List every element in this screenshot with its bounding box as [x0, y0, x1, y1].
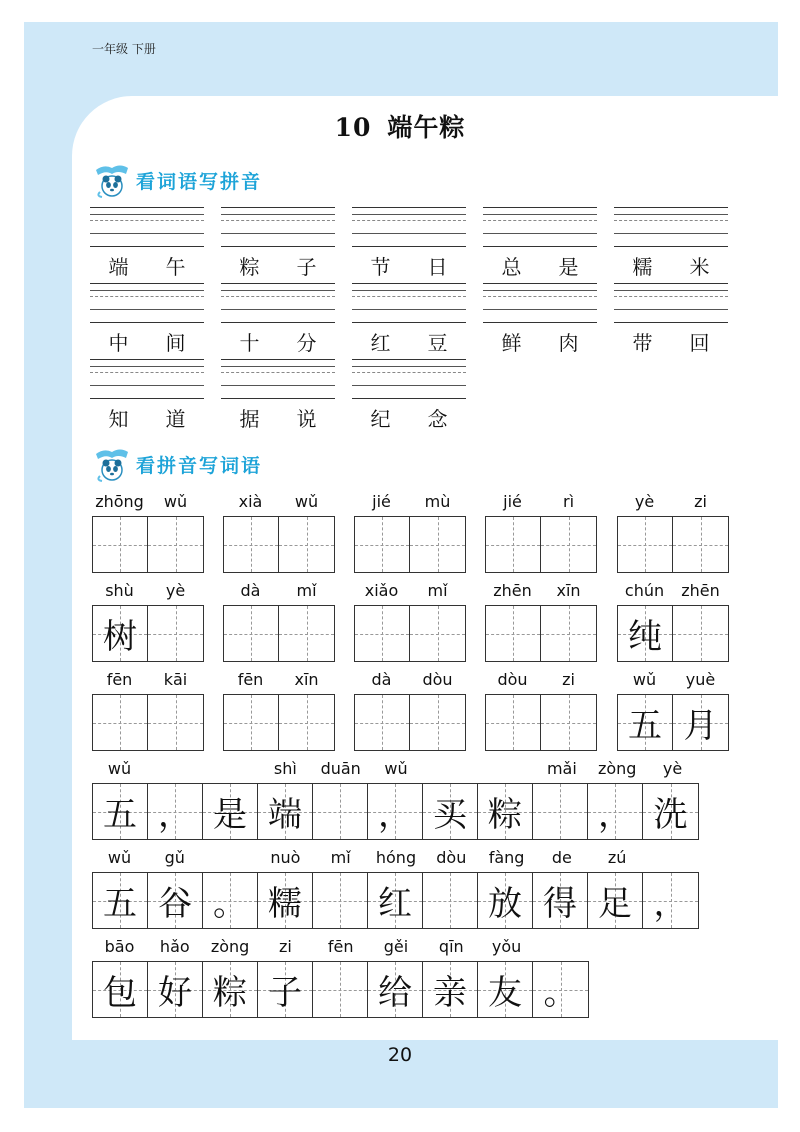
- lesson-title: [0, 108, 800, 144]
- pinyin-label: zhēn: [493, 581, 532, 600]
- sentence-grid: [92, 783, 699, 840]
- writing-cell[interactable]: [203, 962, 258, 1017]
- writing-cell[interactable]: [588, 873, 643, 928]
- pinyin-label: de: [551, 848, 572, 867]
- guide-line: [614, 296, 728, 297]
- word-text: [90, 403, 204, 432]
- panda-icon: [90, 446, 134, 482]
- given-char: ，: [598, 795, 632, 835]
- guide-line: [352, 366, 466, 367]
- tianzige-grid: [617, 694, 729, 751]
- word-char: 中: [108, 331, 129, 355]
- writing-cell[interactable]: [618, 695, 673, 750]
- guide-line: [483, 290, 597, 291]
- word-text: [221, 251, 335, 280]
- pinyin-label: zhēn: [681, 581, 720, 600]
- pinyin-label: dòu: [436, 848, 467, 867]
- tianzige-grid: [485, 605, 597, 662]
- writing-cell[interactable]: [368, 784, 423, 839]
- writing-cell[interactable]: [410, 606, 465, 661]
- pinyin-label: yè: [634, 492, 655, 511]
- pinyin-label: dà: [371, 670, 392, 689]
- writing-cell[interactable]: [478, 873, 533, 928]
- writing-cell[interactable]: [618, 517, 673, 572]
- given-char: 月: [683, 706, 718, 746]
- pinyin-label: fēn: [106, 670, 133, 689]
- word-item: [221, 283, 335, 356]
- guide-line: [614, 214, 728, 215]
- pinyin-writing-lines[interactable]: [614, 283, 728, 323]
- section-header-write-words: [90, 446, 262, 482]
- writing-cell[interactable]: [673, 695, 728, 750]
- pinyin-writing-lines[interactable]: [90, 207, 204, 247]
- word-char: 子: [296, 255, 317, 279]
- given-char: ，: [378, 795, 412, 835]
- writing-cell[interactable]: [533, 784, 588, 839]
- writing-cell[interactable]: [93, 606, 148, 661]
- writing-cell[interactable]: [258, 873, 313, 928]
- given-char: 买: [433, 795, 467, 835]
- given-char: 粽: [488, 795, 522, 835]
- pinyin-writing-lines[interactable]: [221, 359, 335, 399]
- pinyin-label: chún: [624, 581, 665, 600]
- writing-cell[interactable]: [410, 517, 465, 572]
- writing-cell[interactable]: [203, 784, 258, 839]
- guide-line: [614, 309, 728, 310]
- pinyin-writing-lines[interactable]: [221, 283, 335, 323]
- pinyin-label: yuè: [685, 670, 716, 689]
- given-char: 放: [488, 884, 522, 924]
- word-char: 说: [296, 407, 317, 431]
- word-text: [90, 251, 204, 280]
- writing-cell[interactable]: [148, 873, 203, 928]
- writing-cell[interactable]: [423, 784, 478, 839]
- lesson-name: 端午粽: [387, 113, 466, 142]
- word-text: [352, 327, 466, 356]
- tianzige-grid: [485, 694, 597, 751]
- writing-cell[interactable]: [93, 784, 148, 839]
- writing-cell[interactable]: [148, 962, 203, 1017]
- pinyin-label: mù: [424, 492, 451, 511]
- given-char: 端: [268, 795, 302, 835]
- writing-cell[interactable]: [486, 517, 541, 572]
- pinyin-writing-lines[interactable]: [352, 207, 466, 247]
- pinyin-writing-lines[interactable]: [90, 283, 204, 323]
- pinyin-label: xià: [238, 492, 263, 511]
- guide-line: [352, 385, 466, 386]
- guide-line: [221, 290, 335, 291]
- writing-cell[interactable]: [148, 695, 203, 750]
- word-text: [483, 327, 597, 356]
- writing-cell[interactable]: [258, 784, 313, 839]
- given-char: 洗: [653, 795, 688, 835]
- word-item: [614, 283, 728, 356]
- pinyin-label: fēn: [327, 937, 354, 956]
- word-char: 总: [501, 255, 522, 279]
- writing-cell[interactable]: [368, 873, 423, 928]
- guide-line: [614, 220, 728, 221]
- pinyin-label: wǔ: [632, 670, 657, 689]
- word-text: [352, 403, 466, 432]
- word-char: 知: [108, 407, 129, 431]
- section-title: 看词语写拼音: [136, 170, 263, 193]
- writing-cell[interactable]: [533, 962, 588, 1017]
- writing-cell[interactable]: [478, 962, 533, 1017]
- writing-cell[interactable]: [224, 517, 279, 572]
- word-char: 间: [165, 331, 186, 355]
- writing-cell[interactable]: [203, 873, 258, 928]
- word-item: [221, 359, 335, 432]
- guide-line: [352, 214, 466, 215]
- pinyin-label: mǐ: [330, 848, 351, 867]
- pinyin-label: wǔ: [384, 759, 408, 778]
- given-char: 纯: [628, 617, 662, 657]
- pinyin-label: hǎo: [159, 937, 190, 956]
- writing-cell[interactable]: [355, 695, 410, 750]
- guide-line: [483, 233, 597, 234]
- pinyin-writing-lines[interactable]: [352, 283, 466, 323]
- tianzige-grid: [92, 694, 204, 751]
- word-text: [483, 251, 597, 280]
- word-char: 念: [427, 407, 448, 431]
- pinyin-writing-lines[interactable]: [614, 207, 728, 247]
- word-item: [352, 283, 466, 356]
- pinyin-writing-lines[interactable]: [90, 359, 204, 399]
- pinyin-label: dà: [240, 581, 261, 600]
- word-text: [352, 251, 466, 280]
- pinyin-writing-lines[interactable]: [483, 283, 597, 323]
- page-number: 20: [387, 1044, 413, 1066]
- guide-line: [221, 220, 335, 221]
- tianzige-grid: [354, 605, 466, 662]
- lesson-number: 10: [334, 113, 372, 142]
- pinyin-label: wǔ: [163, 492, 188, 511]
- pinyin-label: dòu: [422, 670, 453, 689]
- pinyin-label: mǐ: [427, 581, 448, 600]
- writing-cell[interactable]: [410, 695, 465, 750]
- writing-cell[interactable]: [673, 606, 728, 661]
- given-char: 五: [103, 884, 137, 924]
- pinyin-label: duān: [320, 759, 361, 778]
- writing-cell[interactable]: [279, 517, 334, 572]
- guide-line: [352, 309, 466, 310]
- given-char: 子: [268, 973, 302, 1013]
- pinyin-label: kāi: [163, 670, 188, 689]
- given-char: ，: [158, 795, 192, 835]
- section-title: 看拼音写词语: [136, 454, 263, 477]
- grade-label: 一年级 下册: [92, 42, 156, 56]
- guide-line: [221, 214, 335, 215]
- writing-cell[interactable]: [258, 962, 313, 1017]
- pinyin-label: nuò: [270, 848, 301, 867]
- tianzige-grid: [223, 605, 335, 662]
- given-char: 五: [103, 795, 137, 835]
- word-char: 十: [239, 331, 260, 355]
- pinyin-writing-lines[interactable]: [352, 359, 466, 399]
- writing-cell[interactable]: [643, 873, 698, 928]
- writing-cell[interactable]: [313, 873, 368, 928]
- word-item: [614, 207, 728, 280]
- word-char: 糯: [632, 255, 653, 279]
- guide-line: [221, 296, 335, 297]
- guide-line: [221, 233, 335, 234]
- word-char: 红: [370, 331, 391, 355]
- guide-line: [90, 233, 204, 234]
- pinyin-label: bāo: [104, 937, 135, 956]
- pinyin-label: zi: [278, 937, 292, 956]
- word-item: [352, 207, 466, 280]
- guide-line: [90, 290, 204, 291]
- word-char: 鲜: [501, 331, 522, 355]
- pinyin-label: jié: [372, 492, 391, 511]
- word-item: [90, 207, 204, 280]
- guide-line: [352, 220, 466, 221]
- tianzige-grid: [92, 605, 204, 662]
- pinyin-label: mǐ: [296, 581, 317, 600]
- guide-line: [221, 385, 335, 386]
- pinyin-label: mǎi: [546, 759, 577, 778]
- pinyin-label: hóng: [375, 848, 417, 867]
- writing-cell[interactable]: [313, 962, 368, 1017]
- writing-cell[interactable]: [486, 606, 541, 661]
- writing-cell[interactable]: [355, 606, 410, 661]
- guide-line: [221, 366, 335, 367]
- pinyin-label: yè: [662, 759, 683, 778]
- word-text: [614, 251, 728, 280]
- pinyin-label: wǔ: [107, 759, 132, 778]
- writing-cell[interactable]: [313, 784, 368, 839]
- writing-cell[interactable]: [224, 606, 279, 661]
- pinyin-label: jié: [503, 492, 522, 511]
- writing-cell[interactable]: [93, 517, 148, 572]
- writing-cell[interactable]: [423, 962, 478, 1017]
- guide-line: [90, 366, 204, 367]
- guide-line: [352, 372, 466, 373]
- word-item: [90, 359, 204, 432]
- word-item: [352, 359, 466, 432]
- word-char: 纪: [370, 407, 391, 431]
- pinyin-label: gěi: [383, 937, 409, 956]
- writing-cell[interactable]: [279, 606, 334, 661]
- writing-cell[interactable]: [478, 784, 533, 839]
- given-char: 亲: [433, 973, 467, 1013]
- given-char: ，: [653, 884, 688, 924]
- word-char: 豆: [427, 331, 448, 355]
- pinyin-label: dòu: [497, 670, 528, 689]
- word-item: [221, 207, 335, 280]
- writing-cell[interactable]: [93, 695, 148, 750]
- tianzige-grid: [223, 694, 335, 751]
- tianzige-grid: [92, 516, 204, 573]
- guide-line: [352, 296, 466, 297]
- guide-line: [90, 214, 204, 215]
- word-text: [221, 327, 335, 356]
- word-item: [90, 283, 204, 356]
- guide-line: [221, 309, 335, 310]
- pinyin-label: zi: [694, 492, 707, 511]
- writing-cell[interactable]: [541, 695, 596, 750]
- guide-line: [90, 220, 204, 221]
- pinyin-label: wǔ: [294, 492, 319, 511]
- pinyin-label: wǔ: [107, 848, 132, 867]
- pinyin-label: xīn: [294, 670, 319, 689]
- given-char: 糯: [268, 884, 302, 924]
- pinyin-label: zòng: [210, 937, 250, 956]
- writing-cell[interactable]: [93, 962, 148, 1017]
- word-char: 节: [370, 255, 391, 279]
- guide-line: [483, 214, 597, 215]
- word-text: [221, 403, 335, 432]
- given-char: 得: [543, 884, 577, 924]
- writing-cell[interactable]: [279, 695, 334, 750]
- given-char: 。: [213, 884, 247, 924]
- pinyin-label: zú: [607, 848, 627, 867]
- pinyin-label: zi: [562, 670, 575, 689]
- writing-cell[interactable]: [486, 695, 541, 750]
- word-char: 肉: [558, 331, 579, 355]
- writing-cell[interactable]: [355, 517, 410, 572]
- word-char: 端: [108, 255, 129, 279]
- tianzige-grid: [617, 605, 729, 662]
- word-char: 日: [427, 255, 448, 279]
- writing-cell[interactable]: [368, 962, 423, 1017]
- tianzige-grid: [485, 516, 597, 573]
- writing-cell[interactable]: [673, 517, 728, 572]
- sentence-grid: [92, 961, 589, 1018]
- word-char: 分: [296, 331, 317, 355]
- given-char: 五: [628, 706, 662, 746]
- pinyin-label: zòng: [597, 759, 637, 778]
- given-char: 谷: [158, 884, 192, 924]
- pinyin-label: fàng: [488, 848, 525, 867]
- guide-line: [90, 296, 204, 297]
- guide-line: [221, 372, 335, 373]
- tianzige-grid: [617, 516, 729, 573]
- pinyin-label: yǒu: [491, 937, 522, 956]
- writing-cell[interactable]: [643, 784, 698, 839]
- pinyin-label: yè: [165, 581, 186, 600]
- panda-icon: [90, 162, 134, 198]
- word-char: 午: [165, 255, 186, 279]
- word-char: 是: [558, 255, 579, 279]
- pinyin-label: rì: [562, 492, 575, 511]
- pinyin-label: xīn: [556, 581, 581, 600]
- pinyin-writing-lines[interactable]: [483, 207, 597, 247]
- given-char: 包: [103, 973, 137, 1013]
- guide-line: [483, 309, 597, 310]
- guide-line: [352, 290, 466, 291]
- word-char: 带: [632, 331, 653, 355]
- pinyin-label: qīn: [438, 937, 464, 956]
- section-header-write-pinyin: [90, 162, 262, 198]
- given-char: 粽: [213, 973, 247, 1013]
- writing-cell[interactable]: [423, 873, 478, 928]
- guide-line: [90, 309, 204, 310]
- pinyin-label: xiǎo: [364, 581, 399, 600]
- pinyin-label: shù: [105, 581, 134, 600]
- pinyin-writing-lines[interactable]: [221, 207, 335, 247]
- writing-cell[interactable]: [618, 606, 673, 661]
- writing-cell[interactable]: [148, 784, 203, 839]
- writing-cell[interactable]: [541, 517, 596, 572]
- guide-line: [614, 290, 728, 291]
- pinyin-label: zhōng: [95, 492, 144, 511]
- given-char: 是: [213, 795, 247, 835]
- sentence-grid: [92, 872, 699, 929]
- guide-line: [483, 296, 597, 297]
- given-char: 给: [378, 973, 412, 1013]
- word-item: [483, 283, 597, 356]
- tianzige-grid: [354, 516, 466, 573]
- writing-cell[interactable]: [93, 873, 148, 928]
- word-text: [614, 327, 728, 356]
- pinyin-label: gǔ: [164, 848, 185, 867]
- given-char: 好: [158, 973, 192, 1013]
- tianzige-grid: [354, 694, 466, 751]
- word-char: 粽: [239, 255, 260, 279]
- word-char: 据: [239, 407, 260, 431]
- guide-line: [352, 233, 466, 234]
- writing-cell[interactable]: [148, 606, 203, 661]
- word-char: 米: [689, 255, 710, 279]
- given-char: 树: [103, 617, 137, 657]
- writing-cell[interactable]: [541, 606, 596, 661]
- given-char: 红: [378, 884, 412, 924]
- guide-line: [90, 385, 204, 386]
- tianzige-grid: [223, 516, 335, 573]
- writing-cell[interactable]: [148, 517, 203, 572]
- writing-cell[interactable]: [533, 873, 588, 928]
- word-item: [483, 207, 597, 280]
- pinyin-label: fēn: [237, 670, 264, 689]
- guide-line: [614, 233, 728, 234]
- writing-cell[interactable]: [588, 784, 643, 839]
- given-char: 友: [488, 973, 522, 1013]
- guide-line: [483, 220, 597, 221]
- pinyin-label: shì: [273, 759, 297, 778]
- word-char: 道: [165, 407, 186, 431]
- given-char: 足: [598, 884, 632, 924]
- given-char: 。: [543, 973, 578, 1013]
- word-char: 回: [689, 331, 710, 355]
- word-text: [90, 327, 204, 356]
- guide-line: [90, 372, 204, 373]
- writing-cell[interactable]: [224, 695, 279, 750]
